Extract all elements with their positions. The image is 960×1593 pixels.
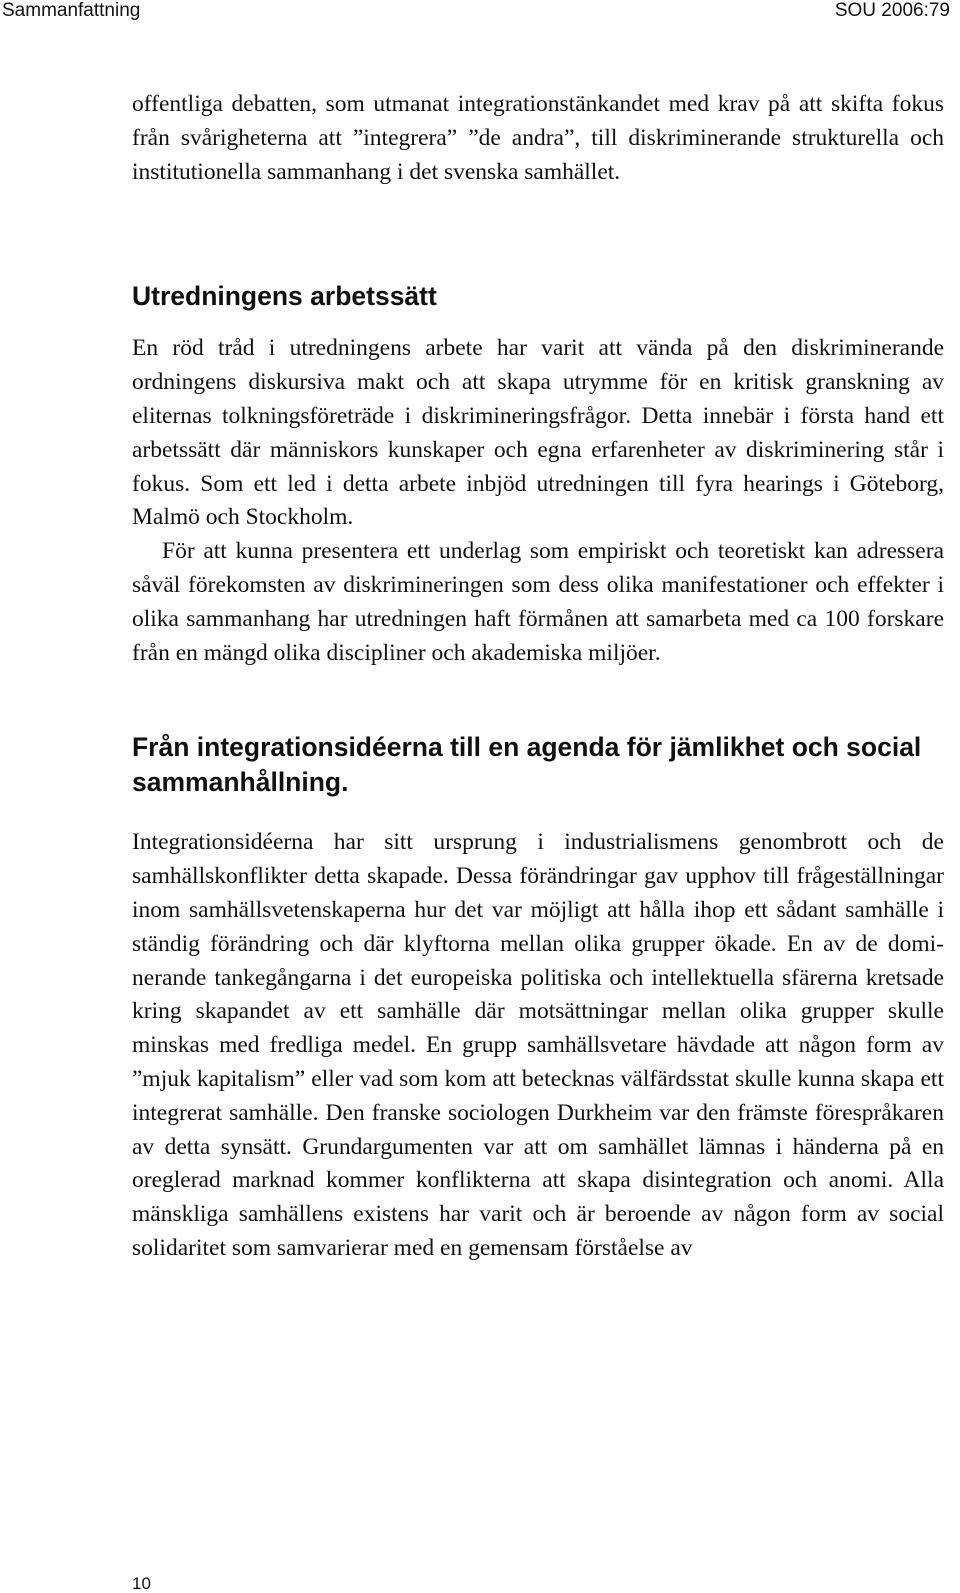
header-document-id: SOU 2006:79 <box>834 0 950 21</box>
page-content <box>132 88 944 1266</box>
running-header <box>0 0 960 28</box>
page-number: 10 <box>132 1574 151 1593</box>
intro-paragraph: offentliga debatten, som utmanat integrationstänkandet med krav på att skifta fokus från svårigheterna att ”integrera” ”de andra”, till diskriminerande strukturella och institutionella sammanhang i det svenska samhället. <box>132 91 944 185</box>
body-paragraph: För att kunna presentera ett underlag som empiriskt och teoretiskt kan adressera såväl förekomsten av diskrimineringen som dess olika manifestationer och effekter i olika sammanhang har utredningen haft förmånen att samarbeta med ca 100 forskare från en mängd olika discipliner och akademiska miljöer. <box>132 538 944 666</box>
section-heading: Utredningens arbetssätt <box>132 281 437 312</box>
body-paragraph: En röd tråd i utredningens arbete har varit att vända på den diskriminerande ordningens diskursiva makt och att skapa utrymme för en kritisk granskning av eliternas tolkningsföreträde i diskrimineringsfrågor. Detta innebär i första hand ett arbetssätt där människors kunskaper och egna erfarenheter av diskriminering står i fokus. Som ett led i detta arbete inbjöd utredningen till fyra hearings i Göteborg, Malmö och Stockholm. <box>132 335 944 531</box>
header-section-title: Sammanfattning <box>2 0 141 21</box>
body-paragraph: Integrationsidéerna har sitt ursprung i industrialismens genombrott och de samhällskonflikter detta skapade. Dessa förändringar gav upphov till frågeställningar inom samhällsvetenskaperna hur det var möjligt att hålla ihop ett sådant samhälle i ständig förändring och där klyftorna mellan olika grupper ökade. En av de dominerande tankegångarna i det europeiska politiska och intellektuella sfärerna kretsade kring skapandet av ett samhälle där motsättningar mellan olika grupper skulle minskas med fredliga medel. En grupp samhällsvetare hävdade att någon form av ”mjuk kapitalism” eller vad som kom att betecknas välfärdsstat skulle kunna skapa ett integrerat samhälle. Den franske sociologen Durkheim var den främste förespråkaren av detta synsätt. Grundargumenten var att om samhället lämnas i händerna på en oreglerad marknad kommer konflikterna att skapa disintegration och anomi. Alla mänskliga samhällens existens har varit och är beroende av någon form av social solidaritet som samvarierar med en gemensam förståelse av <box>132 829 944 1261</box>
section-heading: Från integrationsidéerna till en agenda för jämlikhet och social sammanhållning. <box>132 732 922 798</box>
